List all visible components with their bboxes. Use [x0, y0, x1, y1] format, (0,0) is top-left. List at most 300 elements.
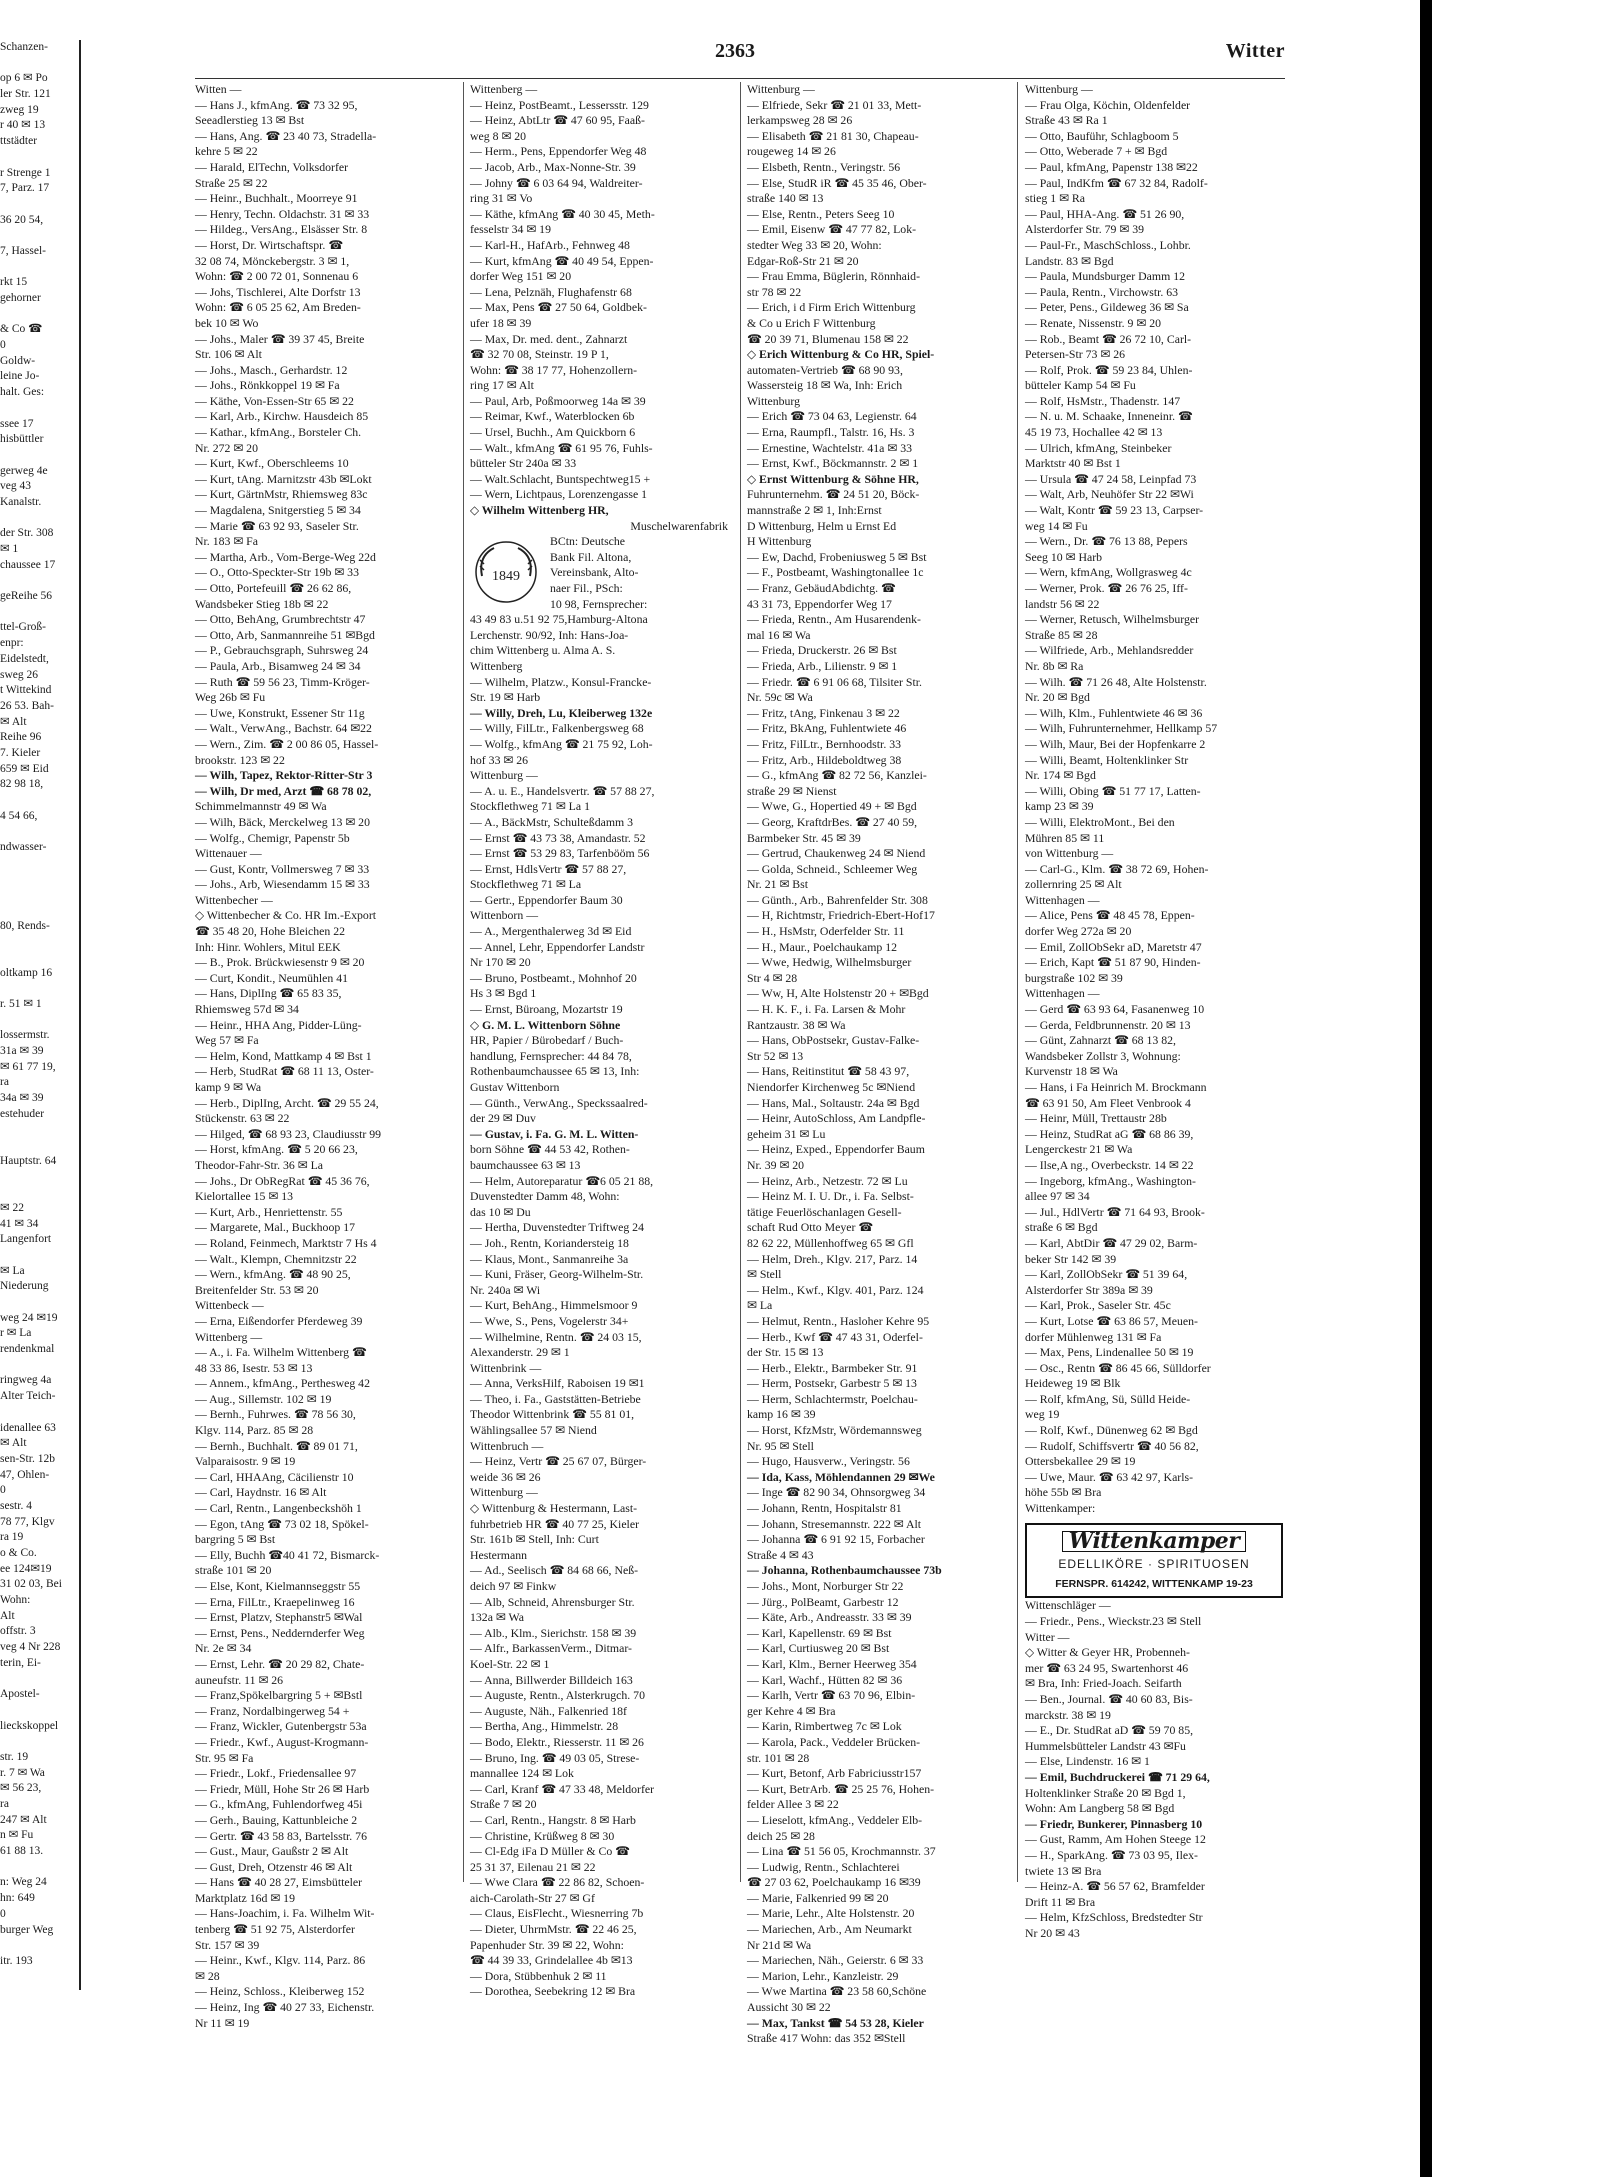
strip-line: ra [0, 1798, 9, 1810]
directory-entry: — Paula, Mundsburger Damm 12 [1025, 269, 1186, 284]
strip-line [0, 871, 76, 887]
strip-line [0, 1013, 76, 1029]
directory-entry: — Inge ☎ 82 90 34, Ohnsorgweg 34 [747, 1485, 926, 1500]
directory-entry: — Paul, Arb, Poßmoorweg 14a ✉ 39 [470, 393, 646, 408]
directory-entry: — Günt, Zahnarzt ☎ 68 13 82, [1025, 1033, 1176, 1048]
directory-entry: höhe 55b ✉ Bra [1025, 1485, 1102, 1500]
directory-entry: — Walt., kfmAng ☎ 61 95 76, Fuhls- [470, 440, 653, 455]
strip-line: ra 19 [0, 1531, 24, 1544]
directory-entry: — Johs., Maler ☎ 39 37 45, Breite [195, 331, 365, 346]
directory-entry: — Auguste, Rentn., Alsterkrugch. 70 [470, 1688, 645, 1703]
directory-entry: — Herb, StudRat ☎ 68 11 13, Oster- [195, 1064, 374, 1079]
directory-entry: — Marion, Lehr., Kanzleistr. 29 [747, 1968, 899, 1983]
directory-entry: — Paul, HHA-Ang. ☎ 51 26 90, [1025, 206, 1185, 221]
directory-entry: Wassersteig 18 ✉ Wa, Inh: Erich [747, 378, 903, 393]
directory-entry: Nr. 174 ✉ Bgd [1025, 768, 1096, 783]
directory-entry: — Friedr, Müll, Hohe Str 26 ✉ Harb [195, 1781, 370, 1796]
directory-entry: — Gust., Maur, Gaußstr 2 ✉ Alt [195, 1844, 349, 1859]
directory-entry: — Gertr., Eppendorfer Baum 30 [470, 892, 623, 907]
directory-entry: — Egon, tAng ☎ 73 02 18, Spökel- [195, 1516, 369, 1531]
directory-entry: Gustav Wittenborn [470, 1080, 560, 1094]
directory-entry: — Franz, Nordalbingerweg 54 + [195, 1703, 350, 1718]
directory-entry: Breitenfelder Str. 53 ✉ 20 [195, 1282, 319, 1297]
directory-entry: Landstr. 83 ✉ Bgd [1025, 253, 1114, 268]
directory-entry: — Wilh, Fuhrunternehmer, Hellkamp 57 [1025, 721, 1218, 736]
directory-entry: — Heinz, Arb., Netzestr. 72 ✉ Lu [747, 1173, 908, 1188]
directory-entry: das 10 ✉ Du [470, 1204, 531, 1219]
directory-entry: — Hertha, Duvenstedter Triftweg 24 [470, 1220, 644, 1235]
directory-entry: — Max, Dr. med. dent., Zahnarzt [470, 331, 628, 346]
directory-entry: — Helm., Kwf., Klgv. 401, Parz. 124 [747, 1282, 924, 1297]
strip-line: ler Str. 121 [0, 88, 51, 101]
directory-entry-bold: — Friedr, Bunkerer, Pinnasberg 10 [1025, 1816, 1203, 1831]
strip-line: gerweg 4e [0, 464, 48, 477]
directory-entry: — Frieda, Rentn., Am Husarendenk- [747, 612, 921, 627]
strip-line: Kanalstr. [0, 495, 42, 508]
directory-entry: ☎ 32 70 08, Steinstr. 19 P 1, [470, 347, 609, 362]
directory-entry: — Else, Lindenstr. 16 ✉ 1 [1025, 1754, 1150, 1769]
directory-entry-bold: ◇ Erich Wittenburg & Co HR, Spiel- [747, 347, 935, 362]
directory-entry: — Wilh, Bäck, Merckelweg 13 ✉ 20 [195, 814, 370, 829]
strip-line: veg 43 [0, 480, 31, 493]
directory-entry: Straße 417 Wohn: das 352 ✉Stell [747, 2031, 906, 2046]
directory-entry: — Emil, Eisenw ☎ 47 77 82, Lok- [747, 222, 917, 237]
directory-entry: deich 25 ✉ 28 [747, 1828, 815, 1843]
directory-entry: — Horst, Dr. Wirtschaftspr. ☎ [195, 237, 344, 252]
directory-entry: der Str. 15 ✉ 13 [747, 1345, 824, 1360]
strip-line: Reihe 96 [0, 731, 42, 744]
directory-entry: — Peter, Pens., Gildeweg 36 ✉ Sa [1025, 300, 1189, 315]
directory-entry: — Herm, Schlachtermstr, Poelchau- [747, 1391, 918, 1406]
directory-entry-bold: ◇ Wilhelm Wittenberg HR, [470, 503, 609, 518]
directory-entry: Theodor Wittenbrink ☎ 55 81 01, [470, 1407, 635, 1422]
directory-entry: — Ursel, Buchh., Am Quickborn 6 [470, 425, 636, 440]
column-divider [463, 82, 464, 1882]
strip-line: 31 02 03, Bei [0, 1578, 62, 1591]
directory-entry: — Wern., Zim. ☎ 2 00 86 05, Hassel- [195, 736, 379, 751]
directory-entry: straße 140 ✉ 13 [747, 191, 824, 206]
directory-entry-bold: ◇ G. M. L. Wittenborn Söhne [470, 1017, 621, 1032]
strip-line: leine Jo- [0, 370, 40, 383]
directory-entry: 32 08 74, Mönckebergstr. 3 ✉ 1, [195, 253, 350, 268]
directory-entry: — Gerd ☎ 63 93 64, Fasanenweg 10 [1025, 1002, 1205, 1017]
directory-entry: — Jacob, Arb., Max-Nonne-Str. 39 [470, 159, 636, 174]
directory-entry: — Otto, Portefeuill ☎ 26 62 86, [195, 581, 352, 595]
directory-entry: — Walt., Klempn, Chemnitzstr 22 [195, 1251, 357, 1266]
directory-entry: — Kurt, BetrArb. ☎ 25 25 76, Hohen- [747, 1781, 935, 1796]
directory-entry: — Fritz, BkAng, Fuhlentwiete 46 [747, 721, 907, 736]
directory-entry: — Kurt, Arb., Henriettenstr. 55 [195, 1204, 343, 1219]
strip-line: sweg 26 [0, 668, 39, 681]
directory-entry: Nr 11 ✉ 19 [195, 2015, 250, 2030]
directory-entry: — Friedr., Pens., Wieckstr.23 ✉ Stell [1025, 1614, 1202, 1628]
strip-line: ttstädter [0, 135, 38, 148]
directory-entry: — P., Gebrauchsgraph, Suhrsweg 24 [195, 643, 369, 658]
directory-entry: — Helm, Kond, Mattkamp 4 ✉ Bst 1 [195, 1048, 372, 1063]
strip-line: itr. 193 [0, 1954, 33, 1967]
strip-line: ✉ Alt [0, 1437, 27, 1450]
directory-entry: der 29 ✉ Duv [470, 1111, 536, 1126]
directory-entry: — Martha, Arb., Vom-Berge-Weg 22d [195, 549, 376, 564]
directory-entry: ✉ Bra, Inh: Fried-Joach. Seifarth [1025, 1676, 1182, 1691]
directory-entry: tätige Feuerlöschanlagen Gesell- [747, 1204, 902, 1219]
strip-line: 36 20 54, [0, 213, 44, 226]
directory-entry: — Karl, Prok., Saseler Str. 45c [1025, 1298, 1171, 1313]
strip-line: burger Weg [0, 1923, 54, 1936]
directory-entry: — A., Mergenthalerweg 3d ✉ Eid [470, 924, 632, 939]
directory-column-4 [1025, 82, 1283, 1940]
directory-entry: Theodor-Fahr-Str. 36 ✉ La [195, 1157, 324, 1172]
directory-entry: ◇ Witter & Geyer HR, Probenneh- [1025, 1645, 1190, 1660]
strip-line: 4 54 66, [0, 809, 38, 822]
directory-entry: ufer 18 ✉ 39 [470, 315, 532, 330]
directory-entry: — Kurt, Lotse ☎ 63 86 57, Meuen- [1025, 1313, 1198, 1328]
strip-line: Eidelstedt, [0, 652, 49, 665]
directory-column-3 [747, 82, 1005, 2046]
strip-line [0, 448, 76, 464]
strip-line [0, 401, 76, 417]
directory-entry: — Heinr., HHA Ang, Pidder-Lüng- [195, 1017, 362, 1032]
directory-entry: — Fritz, tAng, Finkenau 3 ✉ 22 [747, 705, 900, 720]
directory-entry: — Paula, Rentn., Virchowstr. 63 [1025, 284, 1179, 299]
strip-line: ✉ 56 23, [0, 1782, 42, 1795]
directory-entry: — Ben., Journal. ☎ 40 60 83, Bis- [1025, 1691, 1193, 1706]
directory-entry: twiete 13 ✉ Bra [1025, 1863, 1102, 1878]
directory-entry: Lerchenstr. 90/92, Inh: Hans-Joa- [470, 627, 629, 642]
directory-entry: Nr 170 ✉ 20 [470, 955, 531, 970]
directory-entry: — Herb., Kwf ☎ 47 43 31, Oderfel- [747, 1329, 923, 1344]
directory-entry: — F., Postbeamt, Washingtonallee 1c [747, 565, 924, 580]
directory-entry: Duvenstedter Damm 48, Wohn: [470, 1189, 620, 1204]
directory-entry: — Ernst, Lehr. ☎ 20 29 82, Chate- [195, 1656, 365, 1671]
directory-entry: — Lena, Pelznäh, Flughafenstr 68 [470, 284, 632, 299]
directory-entry: dorfer Weg 151 ✉ 20 [470, 269, 572, 284]
directory-entry: Muschelwarenfabrik [630, 518, 728, 533]
strip-line: Alter Teich- [0, 1390, 56, 1403]
directory-entry: — Wilh, Klm., Fuhlentwiete 46 ✉ 36 [1025, 705, 1203, 720]
directory-entry: stieg 1 ✉ Ra [1025, 191, 1086, 206]
directory-entry: bargring 5 ✉ Bst [195, 1532, 276, 1547]
directory-entry: Str. 161b ✉ Stell, Inh: Curt [470, 1532, 599, 1547]
section-heading: Wittenburg — [747, 82, 815, 96]
directory-entry: — Ilse,A ng., Overbeckstr. 14 ✉ 22 [1025, 1157, 1194, 1172]
directory-column-2 [470, 82, 728, 1999]
directory-entry: — Max, Pens, Lindenallee 50 ✉ 19 [1025, 1345, 1194, 1360]
directory-entry: Str. 95 ✉ Fa [195, 1750, 254, 1765]
directory-entry: — Franz, GebäudAbdichtg. ☎ [747, 581, 896, 595]
directory-entry: — Willi, ElektroMont., Bei den [1025, 814, 1175, 829]
directory-entry: — Friedr., Lokf., Friedensallee 97 [195, 1766, 357, 1781]
directory-entry: — Carl-G., Klm. ☎ 38 72 69, Hohen- [1025, 861, 1209, 876]
directory-entry: Rantzaustr. 38 ✉ Wa [747, 1017, 846, 1032]
directory-entry: — Wern, kfmAng, Wollgrasweg 4c [1025, 565, 1192, 580]
directory-entry: — Walt.Schlacht, Buntspechtweg15 + [470, 471, 651, 486]
directory-entry: — Kurt, kfmAng ☎ 40 49 54, Eppen- [470, 253, 654, 268]
directory-entry: — Ad., Seelisch ☎ 84 68 66, Neß- [470, 1563, 639, 1578]
strip-line: 0 [0, 339, 6, 352]
directory-entry: — Kuni, Fräser, Georg-Wilhelm-Str. [470, 1267, 644, 1282]
section-heading: Witter — [1025, 1629, 1070, 1644]
directory-entry: — Paul, kfmAng, Papenstr 138 ✉22 [1025, 159, 1198, 174]
directory-entry: weide 36 ✉ 26 [470, 1469, 541, 1484]
directory-entry: — Heinr, Müll, Trettaustr 28b [1025, 1111, 1167, 1126]
directory-entry: Hestermann [470, 1547, 527, 1562]
directory-entry: Wandsbeker Stieg 18b ✉ 22 [195, 596, 329, 611]
strip-line [0, 1405, 76, 1421]
directory-entry: zollernring 25 ✉ Alt [1025, 877, 1122, 892]
directory-entry: — Auguste, Näh., Falkenried 18f [470, 1703, 627, 1718]
directory-entry: Hs 3 ✉ Bgd 1 [470, 986, 537, 1001]
directory-entry: — H., Maur., Poelchaukamp 12 [747, 939, 898, 954]
directory-entry: — Kurt, tAng. Marnitzstr 43b ✉Lokt [195, 471, 372, 486]
directory-entry: — Hans, DiplIng ☎ 65 83 35, [195, 986, 342, 1001]
directory-entry: — Erich ☎ 73 04 63, Legienstr. 64 [747, 409, 917, 424]
directory-entry: Heideweg 19 ✉ Blk [1025, 1376, 1121, 1391]
directory-entry: — Carl, Haydnstr. 16 ✉ Alt [195, 1485, 327, 1500]
strip-line: 82 98 18, [0, 778, 44, 791]
directory-entry: — Johanna ☎ 6 91 92 15, Forbacher [747, 1532, 925, 1547]
directory-entry: — Hans ☎ 40 28 27, Eimsbütteler [195, 1875, 363, 1890]
running-head: Witter [1225, 40, 1285, 62]
strip-line: str. 19 [0, 1750, 29, 1763]
directory-entry: ring 17 ✉ Alt [470, 378, 534, 393]
directory-entry: — Wern., Dr. ☎ 76 13 88, Pepers [1025, 534, 1188, 549]
directory-entry: — Theo, i. Fa., Gaststätten-Betriebe [470, 1391, 641, 1406]
directory-entry-bold: — Wilh, Dr med, Arzt ☎ 68 78 02, [195, 783, 372, 798]
strip-line: 80, Rends- [0, 919, 50, 932]
directory-entry: — G., kfmAng, Fuhlendorfweg 45i [195, 1797, 363, 1812]
directory-entry: Nr. 2e ✉ 34 [195, 1641, 252, 1656]
strip-line: ✉ Alt [0, 715, 27, 728]
directory-entry: — Heinr., Kwf., Klgv. 114, Parz. 86 [195, 1953, 366, 1968]
strip-line: r Strenge 1 [0, 166, 51, 179]
directory-entry: 10 98, Fernsprecher: [550, 596, 648, 611]
directory-entry: Str 4 ✉ 28 [747, 970, 798, 985]
directory-entry: — Magdalena, Snitgerstieg 5 ✉ 34 [195, 503, 361, 518]
directory-entry: Inh: Hinr. Wohlers, Mitul EEK [195, 939, 341, 954]
directory-entry: — Elisabeth ☎ 21 81 30, Chapeau- [747, 128, 919, 143]
directory-entry: Nr. 272 ✉ 20 [195, 440, 258, 455]
directory-entry: — Karlh, Vertr ☎ 63 70 96, Elbin- [747, 1688, 916, 1703]
directory-entry: — Otto, Weberade 7 + ✉ Bgd [1025, 144, 1168, 159]
directory-entry: Wittenberg [470, 658, 523, 673]
directory-entry: kamp 9 ✉ Wa [195, 1080, 262, 1094]
directory-entry: — Elsbeth, Rentn., Veringstr. 56 [747, 159, 901, 174]
directory-entry: str. 101 ✉ 28 [747, 1750, 810, 1765]
strip-line: ringweg 4a [0, 1374, 52, 1387]
directory-entry: — Johs, Tischlerei, Alte Dorfstr 13 [195, 284, 361, 299]
directory-entry: — Karin, Rimbertweg 7c ✉ Lok [747, 1719, 902, 1734]
strip-line: Alt [0, 1609, 15, 1622]
directory-entry: — Karl, Kapellenstr. 69 ✉ Bst [747, 1625, 892, 1640]
directory-entry: — Helm, Dreh., Klgv. 217, Parz. 14 [747, 1251, 918, 1266]
section-heading: Wittenbrink — [470, 1360, 542, 1375]
directory-entry: — Bruno, Ing. ☎ 49 03 05, Strese- [470, 1750, 640, 1765]
directory-entry: Nr 20 ✉ 43 [1025, 1925, 1080, 1940]
directory-entry: — Elly, Buchh ☎40 41 72, Bismarck- [195, 1547, 380, 1562]
directory-entry: — Jul., HdlVertr ☎ 71 64 93, Brook- [1025, 1204, 1205, 1219]
directory-entry: — Mariechen, Näh., Geierstr. 6 ✉ 33 [747, 1953, 924, 1968]
directory-entry: straße 6 ✉ Bgd [1025, 1220, 1098, 1235]
directory-entry: Edgar-Roß-Str 21 ✉ 20 [747, 253, 859, 268]
directory-entry: lerkampsweg 28 ✉ 26 [747, 113, 853, 128]
strip-line: 26 53. Bah- [0, 699, 54, 712]
section-heading: Wittenbruch — [470, 1438, 544, 1453]
strip-line: 0 [0, 1484, 6, 1497]
directory-entry: Str 52 ✉ 13 [747, 1048, 804, 1063]
directory-entry: — Heinz, Vertr ☎ 25 67 07, Bürger- [470, 1454, 647, 1469]
directory-entry: Marktplatz 16d ✉ 19 [195, 1890, 295, 1905]
directory-entry: — Hugo, Hausverw., Veringstr. 56 [747, 1454, 910, 1469]
strip-line: zweg 19 [0, 103, 39, 116]
directory-entry: — Günth., Arb., Bahrenfelder Str. 308 [747, 892, 928, 907]
directory-entry: Straße 7 ✉ 20 [470, 1797, 537, 1812]
strip-line: geReihe 56 [0, 590, 53, 603]
directory-entry: Straße 4 ✉ 43 [747, 1547, 814, 1562]
directory-entry: — A. u. E., Handelsvertr. ☎ 57 88 27, [470, 783, 655, 798]
strip-line [0, 1358, 76, 1374]
directory-entry: H Wittenburg [747, 534, 812, 549]
directory-entry: — Margarete, Mal., Buckhoop 17 [195, 1220, 355, 1235]
directory-entry: — Willy, FilLtr., Falkenbergsweg 68 [470, 721, 644, 736]
directory-entry: Kielortallee 15 ✉ 13 [195, 1189, 294, 1204]
directory-entry: born Söhne ☎ 44 53 42, Rothen- [470, 1142, 630, 1157]
directory-entry: schaft Rud Otto Meyer ☎ [747, 1220, 874, 1235]
directory-entry: ger Kehre 4 ✉ Bra [747, 1703, 836, 1718]
strip-line: Hauptstr. 64 [0, 1154, 57, 1167]
strip-line: 659 ✉ Eid [0, 762, 49, 775]
directory-entry: Stockflethweg 71 ✉ La 1 [470, 799, 590, 814]
strip-line [0, 260, 76, 276]
directory-entry: — Hans, i Fa Heinrich M. Brockmann [1025, 1080, 1207, 1094]
directory-entry: Nr. 240a ✉ Wi [470, 1282, 541, 1297]
directory-entry: 132a ✉ Wa [470, 1610, 524, 1625]
strip-line: 7, Hassel- [0, 244, 46, 257]
directory-entry: — Bernh., Fuhrwes. ☎ 78 56 30, [195, 1407, 356, 1422]
directory-entry: — Wilh, Maur, Bei der Hopfenkarre 2 [1025, 736, 1206, 751]
strip-line: Wohn: [0, 1594, 31, 1607]
directory-entry: Marktstr 40 ✉ Bst 1 [1025, 456, 1121, 471]
directory-entry: — Käthe, Von-Essen-Str 65 ✉ 22 [195, 393, 354, 408]
directory-entry: — Rolf, kfmAng, Sü, Sülld Heide- [1025, 1391, 1191, 1406]
directory-entry: Hummelsbütteler Landstr 43 ✉Fu [1025, 1738, 1186, 1753]
strip-line: r. 51 ✉ 1 [0, 997, 42, 1010]
strip-line: rkt 15 [0, 276, 28, 289]
directory-entry: naer Fil., PSch: [550, 581, 623, 595]
directory-entry: Wohn: ☎ 6 05 25 62, Am Breden- [195, 300, 361, 315]
directory-entry: Weg 26b ✉ Fu [195, 690, 266, 705]
directory-entry: geheim 31 ✉ Lu [747, 1126, 826, 1141]
strip-line: 61 88 13. [0, 1845, 44, 1858]
strip-line: 31a ✉ 39 [0, 1045, 44, 1057]
section-heading: Wittenburg — [470, 768, 538, 783]
directory-entry: — Mariechen, Arb., Am Neumarkt [747, 1922, 912, 1937]
directory-entry: — Dorothea, Seebekring 12 ✉ Bra [470, 1984, 636, 1999]
directory-entry-bold: — Wilh, Tapez, Rektor-Ritter-Str 3 [195, 768, 373, 783]
strip-line [0, 307, 76, 323]
directory-entry: — A., i. Fa. Wilhelm Wittenberg ☎ [195, 1345, 367, 1360]
directory-entry: — Uwe, Maur. ☎ 63 42 97, Karls- [1025, 1469, 1194, 1484]
directory-entry: Petersen-Str 73 ✉ 26 [1025, 347, 1125, 362]
directory-entry-bold: — Ida, Kass, Möhlendannen 29 ✉We [747, 1469, 935, 1484]
directory-entry: Stockflethweg 71 ✉ La [470, 877, 582, 892]
directory-entry: ☎ 44 39 33, Grindelallee 4b ✉13 [470, 1953, 633, 1968]
directory-entry: — Friedr., Kwf., August-Krogmann- [195, 1734, 369, 1749]
directory-entry: — Georg, KraftdrBes. ☎ 27 40 59, [747, 814, 918, 829]
directory-entry: — Wilhelmine, Rentn. ☎ 24 03 15, [470, 1329, 642, 1344]
directory-entry: — Johny ☎ 6 03 64 94, Waldreiter- [470, 175, 643, 190]
directory-entry: — Heinz, Ing ☎ 40 27 33, Eichenstr. [195, 2000, 375, 2015]
strip-line: op 6 ✉ Po [0, 72, 48, 85]
directory-entry: Wohn: ☎ 38 17 77, Hohenzollern- [470, 362, 638, 377]
strip-line [0, 197, 76, 213]
strip-line [0, 903, 76, 919]
directory-entry: mer ☎ 63 24 95, Swartenhorst 46 [1025, 1660, 1189, 1675]
directory-entry: — Lieselott, kfmAng., Veddeler Elb- [747, 1812, 923, 1827]
directory-entry: — Otto, Arb, Sanmannreihe 51 ✉Bgd [195, 627, 375, 642]
directory-entry: — Ww, H, Alte Holstenstr 20 + ✉Bgd [747, 986, 929, 1001]
directory-entry: — A., BäckMstr, Schulteßdamm 3 [470, 814, 634, 829]
directory-entry: ring 31 ✉ Vo [470, 191, 533, 206]
directory-entry: D Wittenburg, Helm u Ernst Ed [747, 518, 897, 533]
directory-entry: — Heinz, AbtLtr ☎ 47 60 95, Faaß- [470, 113, 645, 128]
directory-entry: — E., Dr. StudRat aD ☎ 59 70 85, [1025, 1723, 1194, 1738]
directory-entry: — Kathar., kfmAng., Borsteler Ch. [195, 425, 362, 440]
directory-entry: Nr. 20 ✉ Bgd [1025, 690, 1090, 705]
strip-line: oltkamp 16 [0, 966, 53, 979]
directory-entry: — Friedr. ☎ 6 91 06 68, Tilsiter Str. [747, 674, 922, 689]
directory-entry: — Ernst, HdlsVertr ☎ 57 88 27, [470, 861, 627, 876]
section-heading: Wittenhagen — [1025, 892, 1100, 907]
directory-entry: — Ernestine, Wachtelstr. 41a ✉ 33 [747, 440, 912, 455]
directory-entry: — Bertha, Ang., Himmelstr. 28 [470, 1719, 619, 1734]
page-edge [1420, 0, 1432, 2177]
directory-entry: — Johs., Mont, Norburger Str 22 [747, 1579, 904, 1593]
section-heading: Wittenhagen — [1025, 986, 1100, 1001]
directory-entry-bold: — Johanna, Rothenbaumchaussee 73b [747, 1563, 942, 1578]
strip-line: ✉ 61 77 19, [0, 1060, 56, 1073]
directory-entry: — Ludwig, Rentn., Schlachterei [747, 1859, 900, 1874]
strip-line [0, 1170, 76, 1186]
directory-entry: — Erna, Eißendorfer Pferdeweg 39 [195, 1313, 363, 1328]
directory-entry: 45 19 73, Hochallee 42 ✉ 13 [1025, 425, 1163, 440]
directory-entry: — Erich, Kapt ☎ 51 87 90, Hinden- [1025, 955, 1201, 970]
directory-entry: — Franz,Spökelbargring 5 + ✉Bstl [195, 1688, 363, 1703]
directory-entry: chim Wittenberg u. Alma A. S. [470, 643, 616, 658]
directory-entry: Wittenburg [747, 393, 801, 408]
directory-entry: Nr. 39 ✉ 20 [747, 1157, 805, 1172]
strip-line: Goldw- [0, 354, 36, 367]
directory-entry: — Johs., Dr ObRegRat ☎ 45 36 76, [195, 1173, 370, 1188]
directory-entry: dorfer Weg 272a ✉ 20 [1025, 924, 1132, 939]
directory-entry: Koel-Str. 22 ✉ 1 [470, 1656, 550, 1671]
directory-entry: — Erich, i d Firm Erich Wittenburg [747, 300, 916, 315]
directory-entry: — Wolfg., kfmAng ☎ 21 75 92, Loh- [470, 736, 653, 751]
directory-entry: — Else, StudR iR ☎ 45 35 46, Ober- [747, 175, 927, 190]
strip-line [0, 1295, 76, 1311]
column-divider [1017, 82, 1018, 1882]
directory-entry: — Rolf, Kwf., Dünenweg 62 ✉ Bgd [1025, 1423, 1198, 1438]
directory-entry: Weg 57 ✉ Fa [195, 1033, 259, 1048]
directory-entry: weg 8 ✉ 20 [470, 128, 527, 143]
directory-entry: — H. K. F., i. Fa. Larsen & Mohr [747, 1002, 906, 1017]
strip-line [0, 887, 76, 903]
directory-entry: Str. 19 ✉ Harb [470, 690, 541, 705]
strip-line: lieckskoppel [0, 1719, 59, 1732]
directory-entry: — Wwe, Hedwig, Wilhelmsburger [747, 955, 912, 970]
directory-entry: — Heinr., Buchhalt., Moorreye 91 [195, 191, 358, 206]
directory-entry: — H., HsMstr, Oderfelder Str. 11 [747, 924, 905, 939]
